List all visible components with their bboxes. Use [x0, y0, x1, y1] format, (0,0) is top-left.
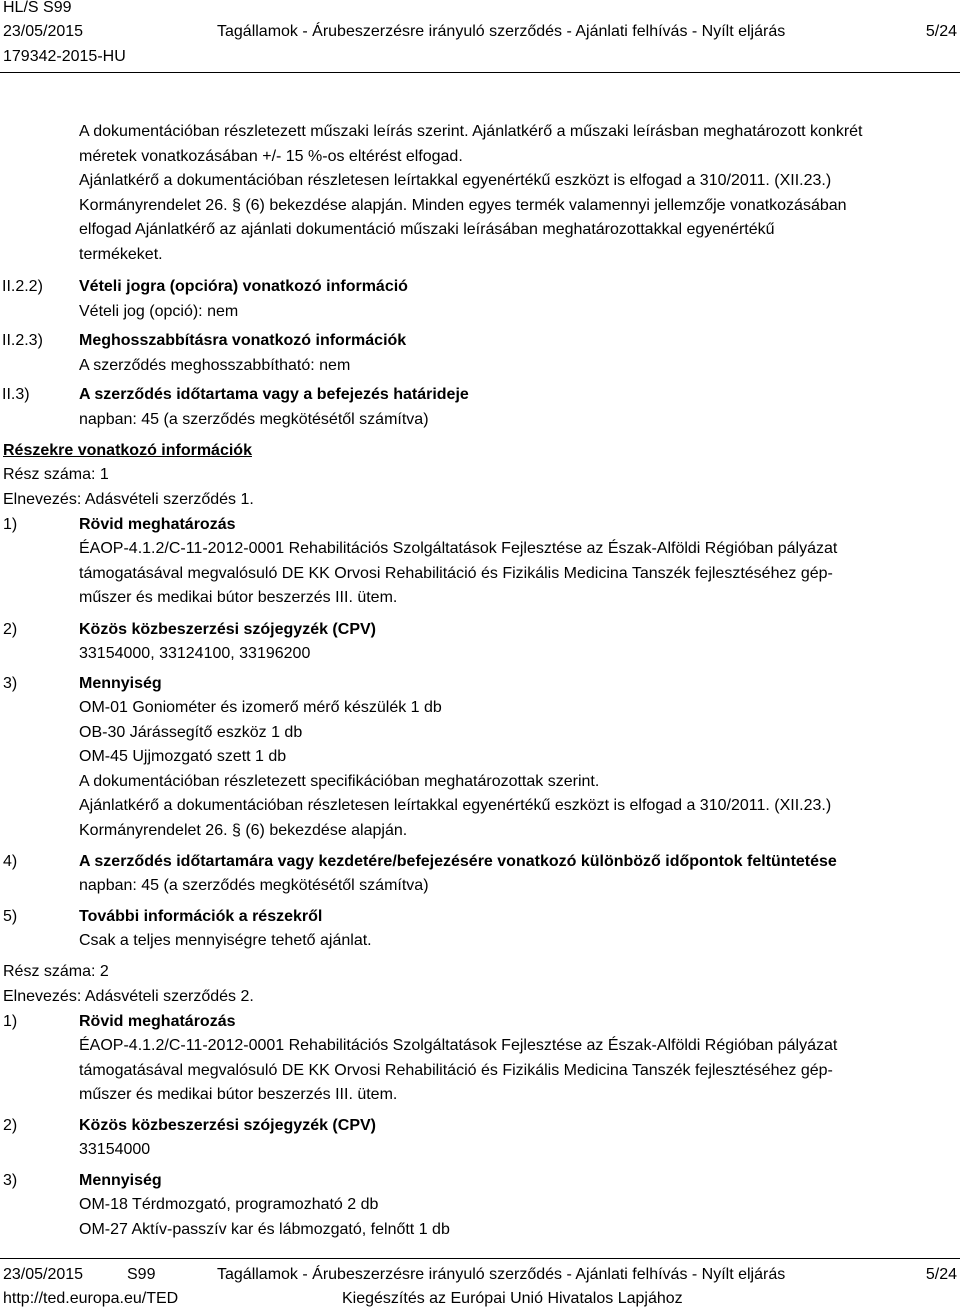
header-page-number: 5/24 — [925, 23, 957, 40]
item-body: OM-18 Térdmozgató, programozható 2 db OM-27 Aktív-passzív kar és lábmozgató, felnőtt 1 db — [79, 1196, 450, 1238]
header-title: Tagállamok - Árubeszerzésre irányuló szerződés - Ajánlati felhívás - Nyílt eljárás — [217, 23, 786, 40]
form-id: HL/S S99 — [3, 0, 72, 16]
footer-date: 23/05/2015 — [3, 1266, 84, 1283]
section-value: A szerződés meghosszabbítható: nem — [79, 357, 351, 374]
item-body: 33154000 — [79, 1141, 151, 1158]
section-number: II.2.3) — [2, 332, 43, 349]
item-body: OM-01 Goniométer és izomerő mérő készülék 1 db OB-30 Járássegítő eszköz 1 db OM-45 Ujjmozgató szett 1 db A dokumentációban részletezett specifikációban meghatározottak szerint. Ajánlatkérő a dokumentációban részletesen leírtakkal egyenértékű eszközt is elfogad a 310/2011. (XII.23.) Kormányrendelet 26. § (6) bekezdése alapján. — [79, 699, 832, 839]
footer-url-link[interactable]: http://ted.europa.eu/TED — [3, 1290, 179, 1307]
part-number: Rész száma: 2 — [3, 963, 109, 980]
section-value: Vételi jog (opció): nem — [79, 303, 239, 320]
item-title: Rövid meghatározás — [79, 1013, 236, 1030]
section-title: A szerződés időtartama vagy a befejezés határideje — [79, 386, 469, 403]
footer-series: S99 — [127, 1266, 156, 1283]
item-title: Mennyiség — [79, 675, 162, 692]
item-number: 1) — [3, 516, 18, 533]
item-title: A szerződés időtartamára vagy kezdetére/befejezésére vonatkozó különböző időpontok feltüntetése — [79, 853, 837, 870]
item-body: ÉAOP-4.1.2/C-11-2012-0001 Rehabilitációs Szolgáltatások Fejlesztése az Észak-Alföldi Régióban pályázat támogatásával megvalósuló DE KK Orvosi Rehabilitáció és Fizikális Medicina Tanszék fejlesztéséhez gép- műszer és medikai bútor beszerzés III. ütem. — [79, 540, 838, 606]
item-number: 4) — [3, 853, 18, 870]
item-body: 33154000, 33124100, 33196200 — [79, 645, 311, 662]
part-number: Rész száma: 1 — [3, 466, 109, 483]
item-body: napban: 45 (a szerződés megkötésétől számítva) — [79, 877, 429, 894]
continuation-text: A dokumentációban részletezett műszaki leírás szerint. Ajánlatkérő a műszaki leírásban meghatározott konkrét méretek vonatkozásában +/- 15 %-os eltérést elfogad. Ajánlatkérő a dokumentációban részletesen leírtakkal egyenértékű eszközt is elfogad a 310/2011. (XII.23.) Kormányrendelet 26. § (6) bekezdése alapján. Minden egyes termék valamennyi jellemzője vonatkozásában elfogad Ajánlatkérő az ajánlati dokumentáció műszaki leírásában meghatározottakkal egyenértékű termékeket. — [79, 123, 863, 263]
part-name: Elnevezés: Adásvételi szerződés 1. — [3, 491, 254, 508]
item-number: 3) — [3, 675, 18, 692]
footer-divider — [0, 1258, 960, 1259]
header-date: 23/05/2015 — [3, 23, 84, 40]
item-number: 5) — [3, 908, 18, 925]
section-title: Meghosszabbításra vonatkozó információk — [79, 332, 407, 349]
item-title: Közös közbeszerzési szójegyzék (CPV) — [79, 621, 376, 638]
section-value: napban: 45 (a szerződés megkötésétől számítva) — [79, 411, 429, 428]
item-number: 2) — [3, 1117, 18, 1134]
item-title: Rövid meghatározás — [79, 516, 236, 533]
footer-title: Tagállamok - Árubeszerzésre irányuló szerződés - Ajánlati felhívás - Nyílt eljárás — [217, 1266, 786, 1283]
item-title: Közös közbeszerzési szójegyzék (CPV) — [79, 1117, 376, 1134]
item-number: 3) — [3, 1172, 18, 1189]
section-title: Vételi jogra (opcióra) vonatkozó információ — [79, 278, 408, 295]
footer-page-number: 5/24 — [925, 1266, 957, 1283]
notice-id: 179342-2015-HU — [3, 48, 126, 65]
header-divider — [0, 72, 960, 73]
item-body: ÉAOP-4.1.2/C-11-2012-0001 Rehabilitációs Szolgáltatások Fejlesztése az Észak-Alföldi Régióban pályázat támogatásával megvalósuló DE KK Orvosi Rehabilitáció és Fizikális Medicina Tanszék fejlesztéséhez gép- műszer és medikai bútor beszerzés III. ütem. — [79, 1037, 838, 1103]
item-title: További információk a részekről — [79, 908, 323, 925]
parts-heading: Részekre vonatkozó információk — [3, 442, 252, 459]
footer-subtitle: Kiegészítés az Európai Unió Hivatalos Lapjához — [342, 1290, 683, 1307]
section-number: II.3) — [2, 386, 30, 403]
item-number: 1) — [3, 1013, 18, 1030]
item-body: Csak a teljes mennyiségre tehető ajánlat. — [79, 932, 372, 949]
section-number: II.2.2) — [2, 278, 43, 295]
item-title: Mennyiség — [79, 1172, 162, 1189]
item-number: 2) — [3, 621, 18, 638]
part-name: Elnevezés: Adásvételi szerződés 2. — [3, 988, 254, 1005]
